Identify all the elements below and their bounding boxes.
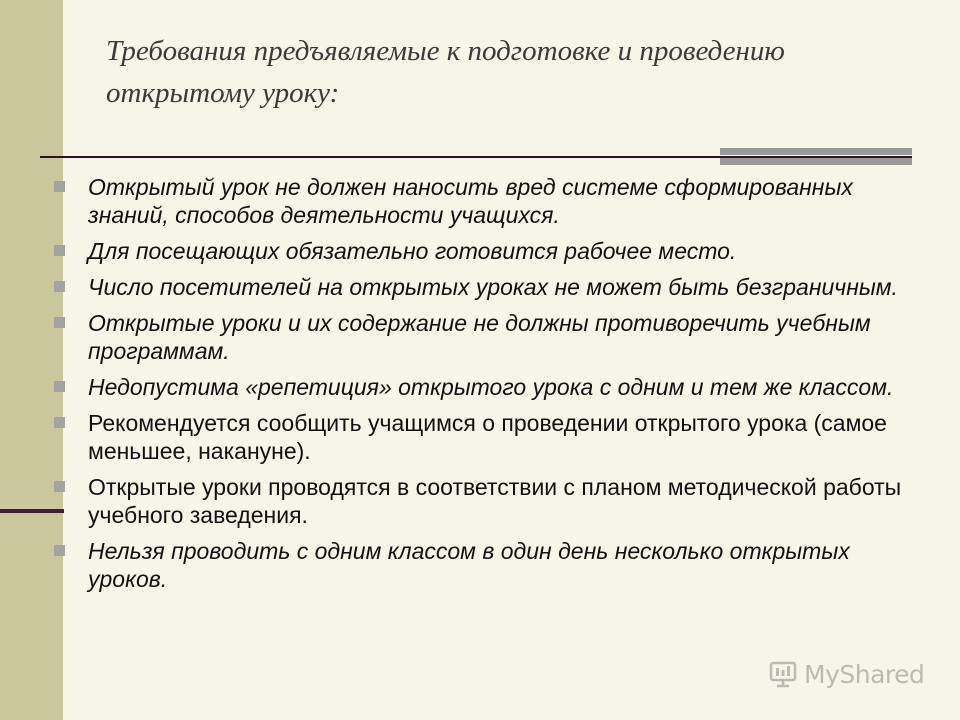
slide-title: Требования предъявляемые к подготовке и проведению открытому уроку: (106, 35, 785, 109)
watermark-text: MyShared (804, 659, 925, 689)
list-item (50, 537, 930, 593)
list-item (50, 473, 930, 529)
list-item-text: Недопустима «репетиция» открытого урока с одним и тем же классом. (88, 374, 894, 400)
bullet-square-icon (54, 317, 65, 328)
bullet-square-icon (54, 417, 65, 428)
list-item-text: Открытые уроки и их содержание не должны противоречить учебным программам. (88, 310, 871, 364)
list-item (50, 273, 930, 301)
bullet-square-icon (54, 481, 65, 492)
list-item (50, 173, 930, 229)
title-divider-accent (720, 148, 912, 165)
list-item-text: Число посетителей на открытых уроках не может быть безграничным. (88, 274, 898, 300)
bullet-square-icon (54, 281, 65, 292)
list-item (50, 409, 930, 465)
bullet-square-icon (54, 545, 65, 556)
list-item-text: Для посещающих обязательно готовится рабочее место. (88, 238, 737, 264)
bullet-square-icon (54, 181, 65, 192)
myshared-logo-icon (768, 659, 798, 689)
list-item (50, 309, 930, 365)
list-item-text: Нельзя проводить с одним классом в один день несколько открытых уроков. (88, 538, 850, 592)
requirements-list (50, 173, 930, 601)
bullet-square-icon (54, 381, 65, 392)
list-item-text: Рекомендуется сообщить учащимся о проведении открытого урока (самое меньшее, накануне). (88, 410, 887, 464)
list-item-text: Открытые уроки проводятся в соответствии с планом методической работы учебного заведения. (88, 474, 902, 528)
list-item (50, 237, 930, 265)
list-item-text: Открытый урок не должен наносить вред системе сформированных знаний, способов деятельности учащихся. (88, 174, 853, 228)
list-item (50, 373, 930, 401)
bullet-square-icon (54, 245, 65, 256)
myshared-watermark[interactable] (768, 656, 924, 692)
